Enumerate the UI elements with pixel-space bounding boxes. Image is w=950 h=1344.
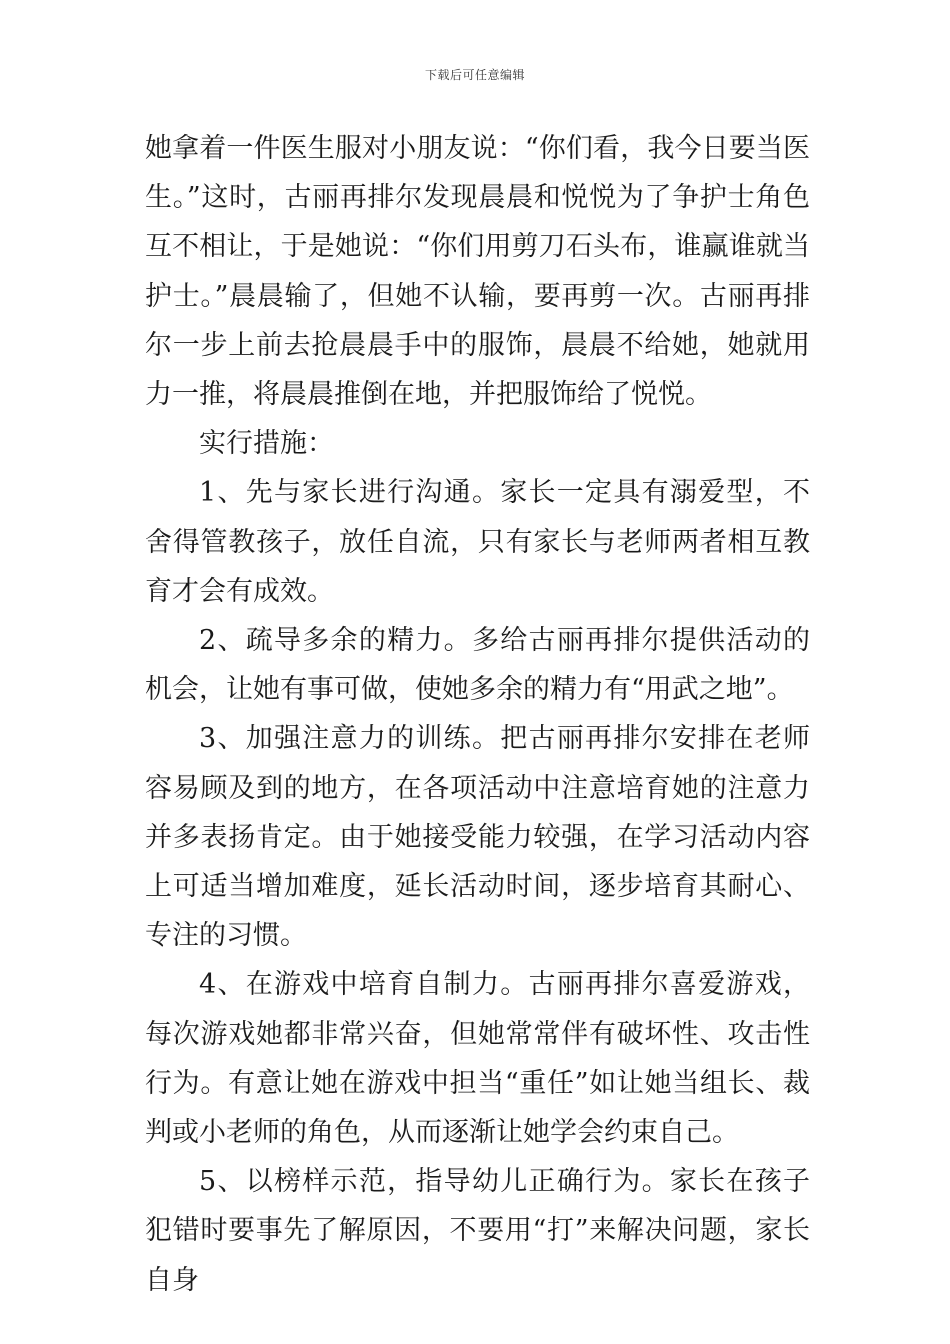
- paragraph-measure-1: 1、先与家长进行沟通。家长一定具有溺爱型，不舍得管教孩子，放任自流，只有家长与老师两者相互教育才会有成效。: [145, 477, 810, 607]
- paragraph-measure-5: 5、以榜样示范，指导幼儿正确行为。家长在孩子犯错时要事先了解原因，不要用“打”来解决问题，家长自身: [145, 1166, 810, 1296]
- page-header: 下载后可任意编辑: [424, 68, 525, 82]
- document-body: [145, 124, 810, 1305]
- paragraph-measures-heading: 实行措施：: [199, 428, 334, 460]
- paragraph-measure-3: 3、加强注意力的训练。把古丽再排尔安排在老师容易顾及到的地方，在各项活动中注意培育她的注意力并多表扬肯定。由于她接受能力较强，在学习活动内容上可适当增加难度，延长活动时间，逐步培育其耐心、专注的习惯。: [145, 723, 810, 952]
- paragraph-measure-2: 2、疏导多余的精力。多给古丽再排尔提供活动的机会，让她有事可做，使她多余的精力有“用武之地”。: [145, 625, 810, 706]
- paragraph-intro: 她拿着一件医生服对小朋友说：“你们看，我今日要当医生。”这时，古丽再排尔发现晨晨和悦悦为了争护士角色互不相让，于是她说：“你们用剪刀石头布，谁赢谁就当护士。”晨晨输了，但她不认输，要再剪一次。古丽再排尔一步上前去抢晨晨手中的服饰，晨晨不给她，她就用力一推，将晨晨推倒在地，并把服饰给了悦悦。: [145, 133, 810, 411]
- paragraph-measure-4: 4、在游戏中培育自制力。古丽再排尔喜爱游戏，每次游戏她都非常兴奋，但她常常伴有破坏性、攻击性行为。有意让她在游戏中担当“重任”如让她当组长、裁判或小老师的角色，从而逐渐让她学会约束自己。: [145, 969, 810, 1149]
